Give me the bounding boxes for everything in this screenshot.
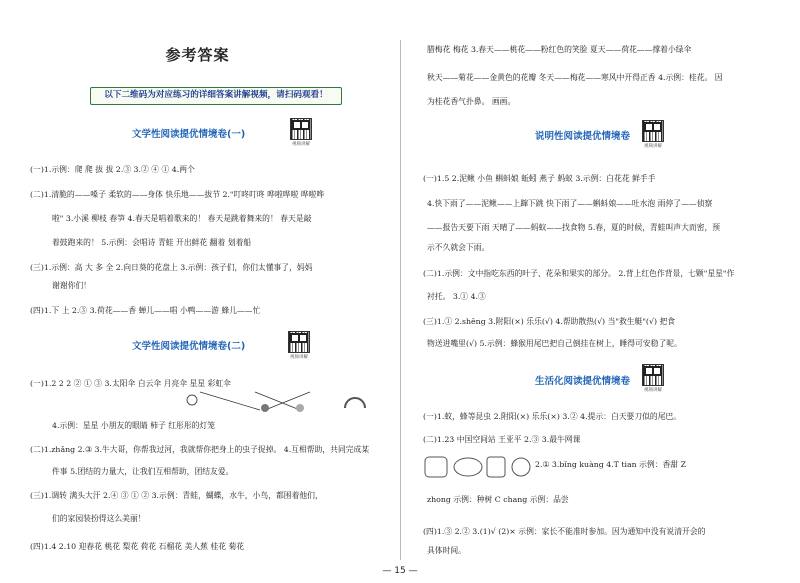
answer-line: 2.① 3.bǐng kuàng 4.T tian 示例：香甜 Z xyxy=(535,460,686,469)
answer-line: 具体时间。 xyxy=(427,546,466,555)
section-title-literary-1: 文学性阅读提优情境卷(一) xyxy=(132,129,246,140)
answer-line: (一)1.2 2 2 ② ① ③ 3.太阳伞 白云伞 月亮伞 星星 彩虹伞 xyxy=(30,379,231,388)
answer-line: 着鼓跑来的！ 5.示例：会唱诗 青蛙 开出鲜花 翻着 划着船 xyxy=(52,238,252,247)
answer-line: (一)1.蚊，蜂等昆虫 2.附阳(×) 乐乐(×) 3.② 4.提示：白天要刀似的尾巴。 xyxy=(423,412,682,421)
section-title-literary-2: 文学性阅读提优情境卷(二) xyxy=(132,341,246,352)
answer-line: (二)1.清脆的——嗓子 柔软的——身体 快乐地——拔节 2."叮咚叮咚 哗啦哗啦 哗啦哗 xyxy=(30,190,325,199)
qr-banner: 以下二维码为对应练习的详细答案讲解视频，请扫码观看！ xyxy=(90,87,342,105)
answer-line: (三)1.① 2.shěng 3.附阳(×) 乐乐(√) 4.帮助散热(√) 当"救生艇"(√) 把食 xyxy=(423,317,676,326)
answer-line: 物送进嘴里(√) 5.示例：蜂猴用尾巴把自己倒挂在树上，睡得可安稳了呢。 xyxy=(427,339,682,348)
answer-line: 腊梅花 梅花 3.春天——桃花——粉红色的笑脸 夏天——荷花——撑着小绿伞 xyxy=(427,45,692,54)
answer-line: ——报告天要下雨 天晴了——蚂蚁——找食物 5.春，夏的时候，青蛙叫声大而密，预 xyxy=(427,223,721,232)
answer-line: 秋天——菊花——金黄色的花瓣 冬天——梅花——寒风中开得正香 4.示例：桂花。 因 xyxy=(427,73,723,82)
answer-line: 示不久就会下雨。 xyxy=(427,243,490,252)
answer-line: 4.示例：星星 小朋友的眼睛 柿子 红彤彤的灯笼 xyxy=(52,421,216,430)
qr-code-icon[interactable] xyxy=(288,331,310,353)
section-title-life: 生活化阅读提优情境卷 xyxy=(535,376,631,387)
answer-line: (三)1.示例：高 大 多 全 2.向日葵的花盘上 3.示例：孩子们，你们太懂事了，妈妈 xyxy=(30,263,313,272)
answer-line: zhong 示例：种树 C chang 示例：品尝 xyxy=(427,495,569,504)
section-title-expository: 说明性阅读提优情境卷 xyxy=(535,131,631,142)
answer-line: (四)1.4 2.10 迎春花 桃花 梨花 荷花 石榴花 美人蕉 桂花 菊花 xyxy=(30,542,245,551)
answer-line: (四)1.③ 2.② 3.(1)√ (2)× 示例：家长不能准时参加。因为通知中没有说清开会的 xyxy=(423,527,706,536)
answer-line: 谢谢你们！ xyxy=(52,281,91,290)
qr-code-icon[interactable] xyxy=(290,118,312,140)
answer-line: 啦" 3.小溪 柳枝 春笋 4.春天是唱着歌来的！ 春天是跳着舞来的！ 春天是敲 xyxy=(52,214,312,223)
qr-caption: 视频讲解 xyxy=(644,144,662,149)
qr-code-icon[interactable] xyxy=(642,364,664,386)
right-page xyxy=(405,0,800,560)
answer-line: 们的家园装扮得这么美丽！ xyxy=(52,514,146,523)
left-page xyxy=(0,0,395,560)
answer-line: 4.快下雨了——泥鳅——上蹿下跳 快下雨了——蝌蚪娘——吐水泡 雨停了——侦察 xyxy=(427,199,713,208)
matching-lines-diagram xyxy=(180,388,380,414)
page-number: — 15 — xyxy=(382,566,418,576)
qr-caption: 视频讲解 xyxy=(290,355,308,360)
page-divider xyxy=(400,40,401,560)
answer-line: (二)1.23 中国空间站 王亚平 2.③ 3.最牛网课 xyxy=(423,435,581,444)
answer-line: (四)1.下 上 2.③ 3.荷花——香 蝉儿——唱 小鸭——游 蜂儿——忙 xyxy=(30,306,261,315)
answer-line: 衬托。 3.① 4.③ xyxy=(427,292,486,301)
answer-line: 为桂花香气扑鼻。 画画。 xyxy=(427,97,516,106)
qr-caption: 视频讲解 xyxy=(644,388,662,393)
answer-line: (二)1.zhǎng 2.③ 3.牛大哥，你帮我过河，我就帮你把身上的虫子捉掉。 4.互相帮助，共同完成某 xyxy=(30,445,370,454)
answer-line: 件事 5.团结的力量大，让我们互相帮助，团结友爱。 xyxy=(52,467,234,476)
answer-line: (三)1.调转 满头大汗 2.④ ③ ① ② 3.示例：青蛙，蝴蝶，水牛，小鸟，都围着他们， xyxy=(30,491,323,500)
pictogram-illustrations xyxy=(423,453,533,481)
qr-caption: 视频讲解 xyxy=(292,142,310,147)
answer-line: (一)1.5 2.泥鳅 小鱼 蝌蚪娘 蚯蚓 燕子 蚂蚁 3.示例：白花花 鲜手手 xyxy=(423,174,656,183)
page-title: 参考答案 xyxy=(165,46,230,64)
page-number-value: 15 xyxy=(394,566,406,576)
answer-line: (二)1.示例：文中指吃东西的叶子、花朵和果实的部分。 2.背上红色作背景，七颗"星星"作 xyxy=(423,269,735,278)
qr-code-icon[interactable] xyxy=(642,120,664,142)
answer-line: (一)1.示例：爬 爬 拔 拔 2.③ 3.② ④ ① 4.两个 xyxy=(30,165,195,174)
